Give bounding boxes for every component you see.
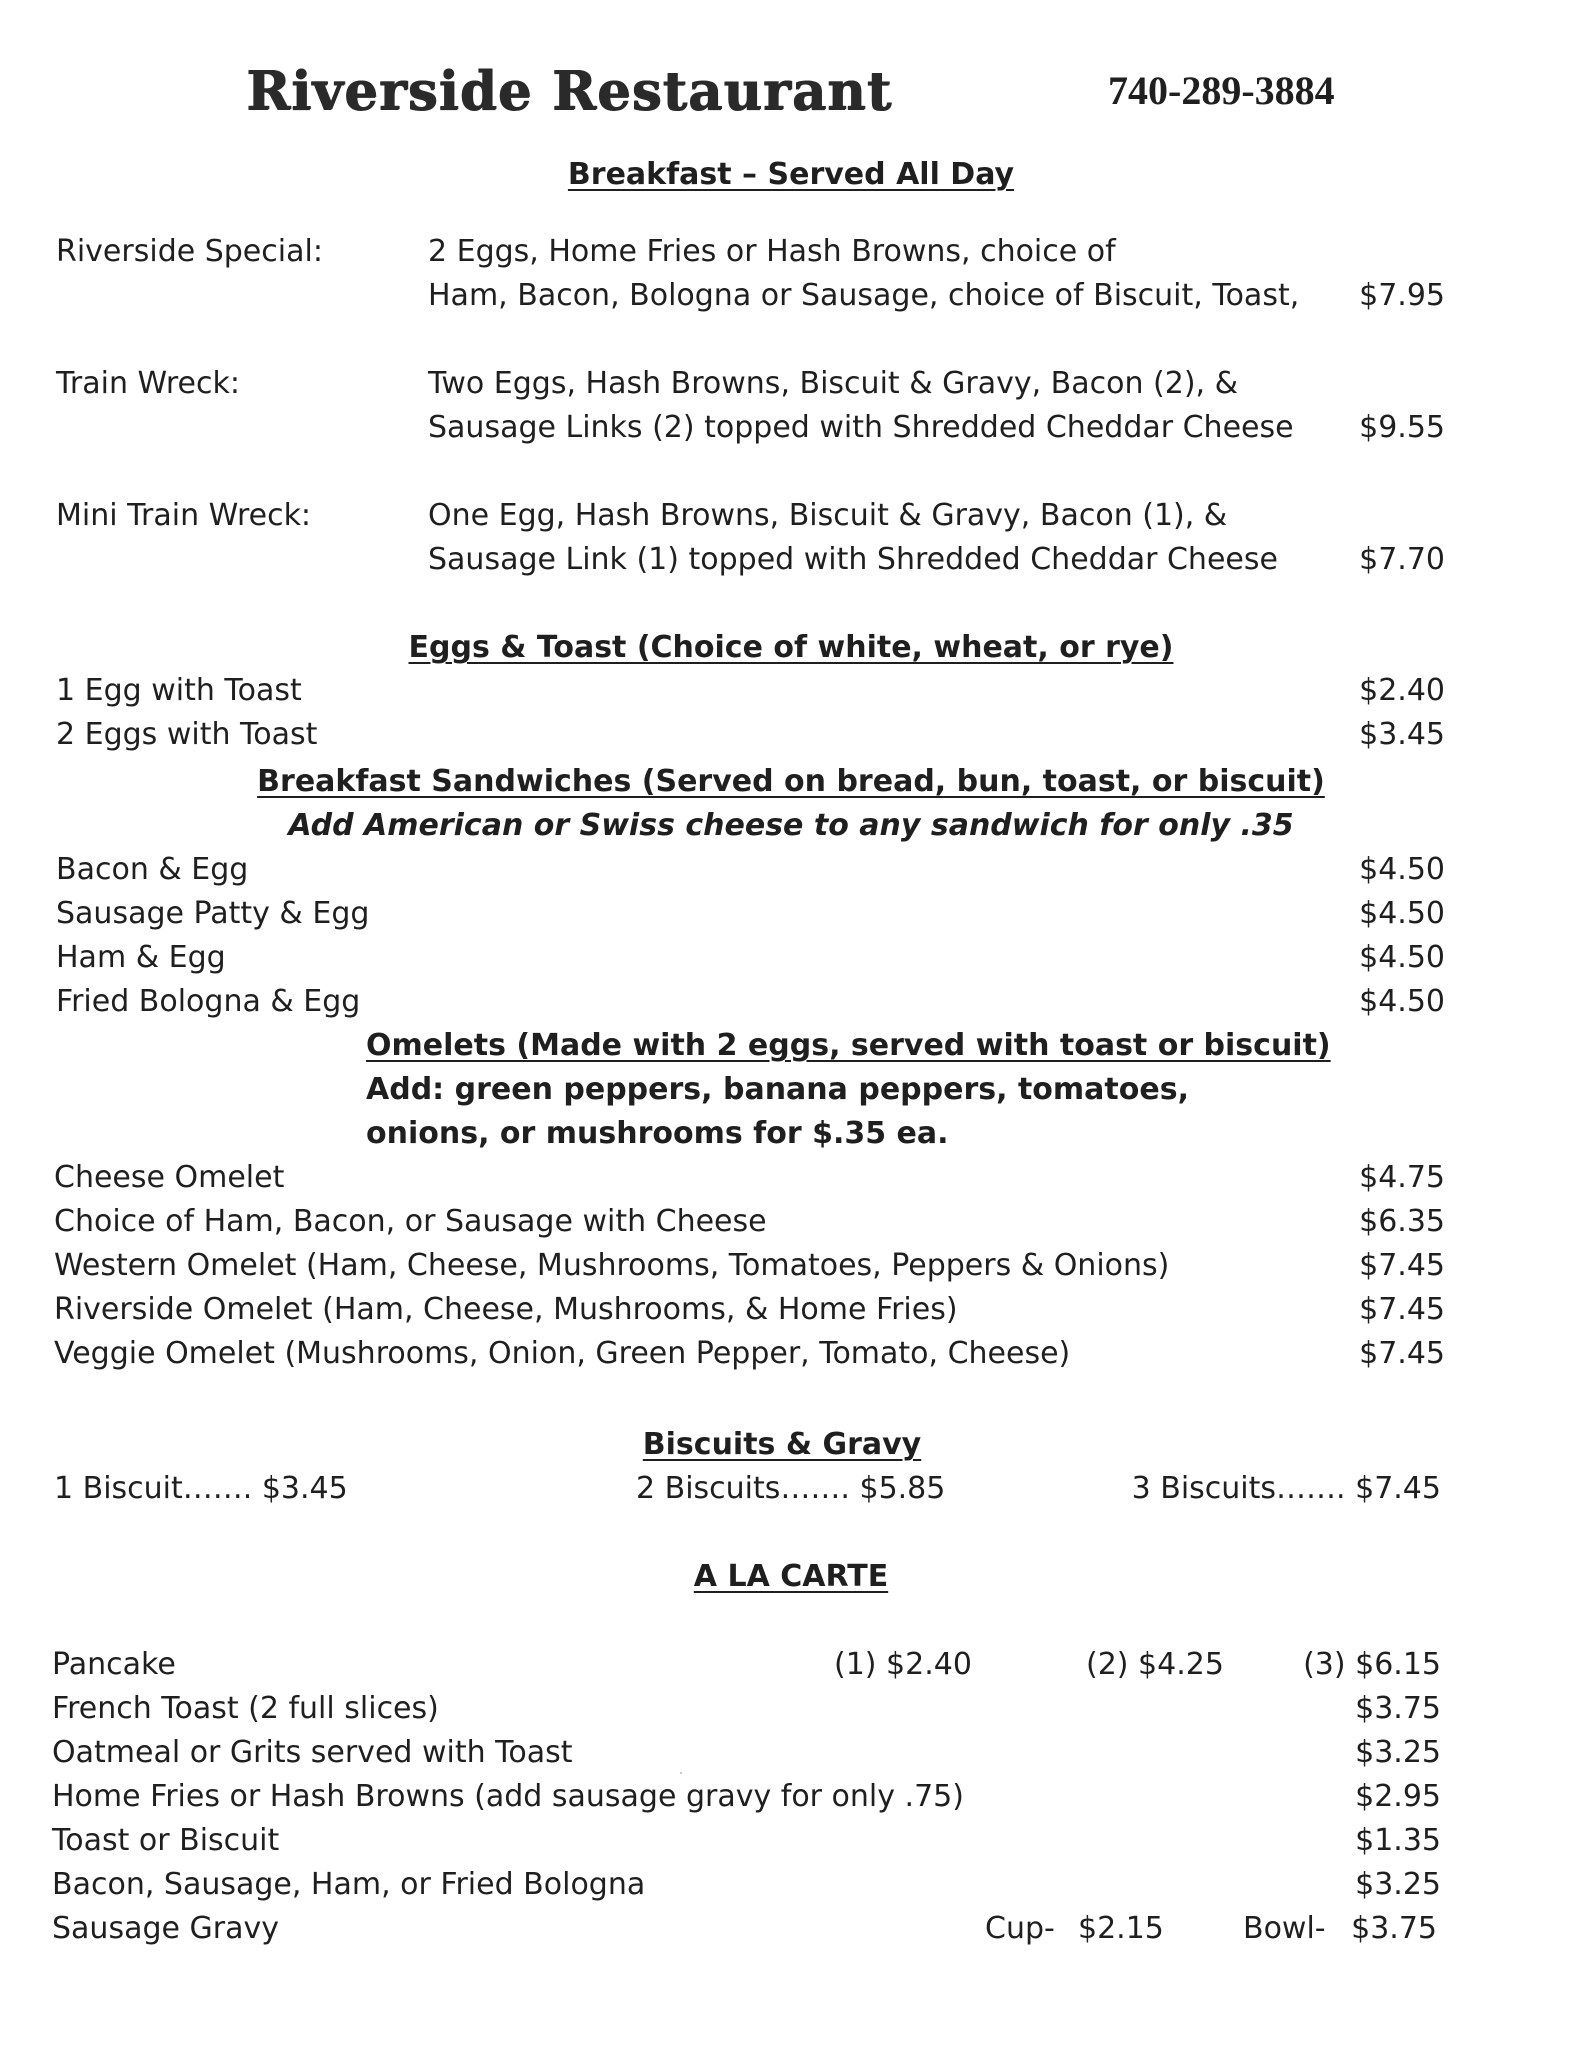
item-price: $3.45: [1359, 717, 1445, 752]
item-price: $3.25: [1355, 1735, 1441, 1770]
item-name: Western Omelet (Ham, Cheese, Mushrooms, Tomatoes, Peppers & Onions): [54, 1248, 1170, 1283]
item-description: One Egg, Hash Browns, Biscuit & Gravy, Bacon (1), &: [428, 498, 1228, 533]
biscuit-option: 3 Biscuits……. $7.45: [1131, 1471, 1441, 1506]
item-price: (1) $2.40: [834, 1647, 972, 1682]
item-name: Bacon, Sausage, Ham, or Fried Bologna: [52, 1867, 646, 1902]
item-name: Veggie Omelet (Mushrooms, Onion, Green Pepper, Tomato, Cheese): [54, 1336, 1071, 1371]
item-name: Ham & Egg: [56, 940, 226, 975]
item-price: $9.55: [1359, 410, 1445, 445]
item-name: Riverside Special:: [56, 234, 323, 269]
section-note: onions, or mushrooms for $.35 ea.: [366, 1116, 949, 1151]
item-price: $4.75: [1359, 1160, 1445, 1195]
item-name: Toast or Biscuit: [52, 1823, 280, 1858]
item-price: $3.75: [1355, 1691, 1441, 1726]
item-price: $7.45: [1359, 1336, 1445, 1371]
section-heading-sandwiches: Breakfast Sandwiches (Served on bread, bun, toast, or biscuit): [257, 764, 1325, 799]
item-name: Train Wreck:: [56, 366, 240, 401]
item-description: 2 Eggs, Home Fries or Hash Browns, choice of: [428, 234, 1116, 269]
item-price: $4.50: [1359, 984, 1445, 1019]
item-name: Riverside Omelet (Ham, Cheese, Mushrooms, & Home Fries): [54, 1292, 958, 1327]
item-price: $2.40: [1359, 673, 1445, 708]
item-description: Sausage Links (2) topped with Shredded Cheddar Cheese: [428, 410, 1294, 445]
item-price: (2) $4.25: [1086, 1647, 1224, 1682]
item-name: 1 Egg with Toast: [56, 673, 302, 708]
phone-number: 740-289-3884: [1108, 68, 1335, 113]
item-name: Home Fries or Hash Browns (add sausage gravy for only .75): [52, 1779, 964, 1814]
item-price: (3) $6.15: [1303, 1647, 1441, 1682]
item-name: French Toast (2 full slices): [52, 1691, 439, 1726]
item-name: Bacon & Egg: [56, 852, 249, 887]
section-note: Add: green peppers, banana peppers, tomatoes,: [366, 1072, 1189, 1107]
item-price: $2.95: [1355, 1779, 1441, 1814]
scan-speck: [680, 1772, 682, 1774]
item-price: $4.50: [1359, 896, 1445, 931]
item-price: $4.50: [1359, 852, 1445, 887]
item-price: $6.35: [1359, 1204, 1445, 1239]
item-price: $1.35: [1355, 1823, 1441, 1858]
section-heading-omelets: Omelets (Made with 2 eggs, served with toast or biscuit): [366, 1028, 1331, 1063]
item-price: $7.95: [1359, 278, 1445, 313]
item-name: Choice of Ham, Bacon, or Sausage with Cheese: [54, 1204, 767, 1239]
item-price: $4.50: [1359, 940, 1445, 975]
bowl-label: Bowl-: [1243, 1911, 1326, 1946]
item-price: $7.45: [1359, 1292, 1445, 1327]
biscuit-option: 1 Biscuit……. $3.45: [54, 1471, 348, 1506]
item-name: Oatmeal or Grits served with Toast: [52, 1735, 573, 1770]
section-heading-breakfast: Breakfast – Served All Day: [567, 157, 1015, 192]
item-name: Pancake: [52, 1647, 176, 1682]
item-description: Two Eggs, Hash Browns, Biscuit & Gravy, Bacon (2), &: [428, 366, 1238, 401]
item-name: 2 Eggs with Toast: [56, 717, 318, 752]
section-heading-a-la-carte: A LA CARTE: [693, 1559, 889, 1594]
section-heading-eggs-toast: Eggs & Toast (Choice of white, wheat, or rye): [408, 630, 1174, 665]
item-description: Ham, Bacon, Bologna or Sausage, choice of Biscuit, Toast,: [428, 278, 1300, 313]
cup-price: $2.15: [1078, 1911, 1164, 1946]
biscuit-option: 2 Biscuits……. $5.85: [636, 1471, 946, 1506]
restaurant-name: Riverside Restaurant: [246, 60, 893, 122]
bowl-price: $3.75: [1351, 1911, 1437, 1946]
section-heading-biscuits: Biscuits & Gravy: [642, 1427, 922, 1462]
item-name: Cheese Omelet: [54, 1160, 285, 1195]
item-description: Sausage Link (1) topped with Shredded Cheddar Cheese: [428, 542, 1278, 577]
item-name: Mini Train Wreck:: [56, 498, 312, 533]
cup-label: Cup-: [985, 1911, 1055, 1946]
item-name: Fried Bologna & Egg: [56, 984, 361, 1019]
item-price: $7.70: [1359, 542, 1445, 577]
item-price: $3.25: [1355, 1867, 1441, 1902]
item-name: Sausage Patty & Egg: [56, 896, 370, 931]
item-name: Sausage Gravy: [52, 1911, 279, 1946]
section-note: Add American or Swiss cheese to any sandwich for only .35: [288, 808, 1294, 843]
item-price: $7.45: [1359, 1248, 1445, 1283]
